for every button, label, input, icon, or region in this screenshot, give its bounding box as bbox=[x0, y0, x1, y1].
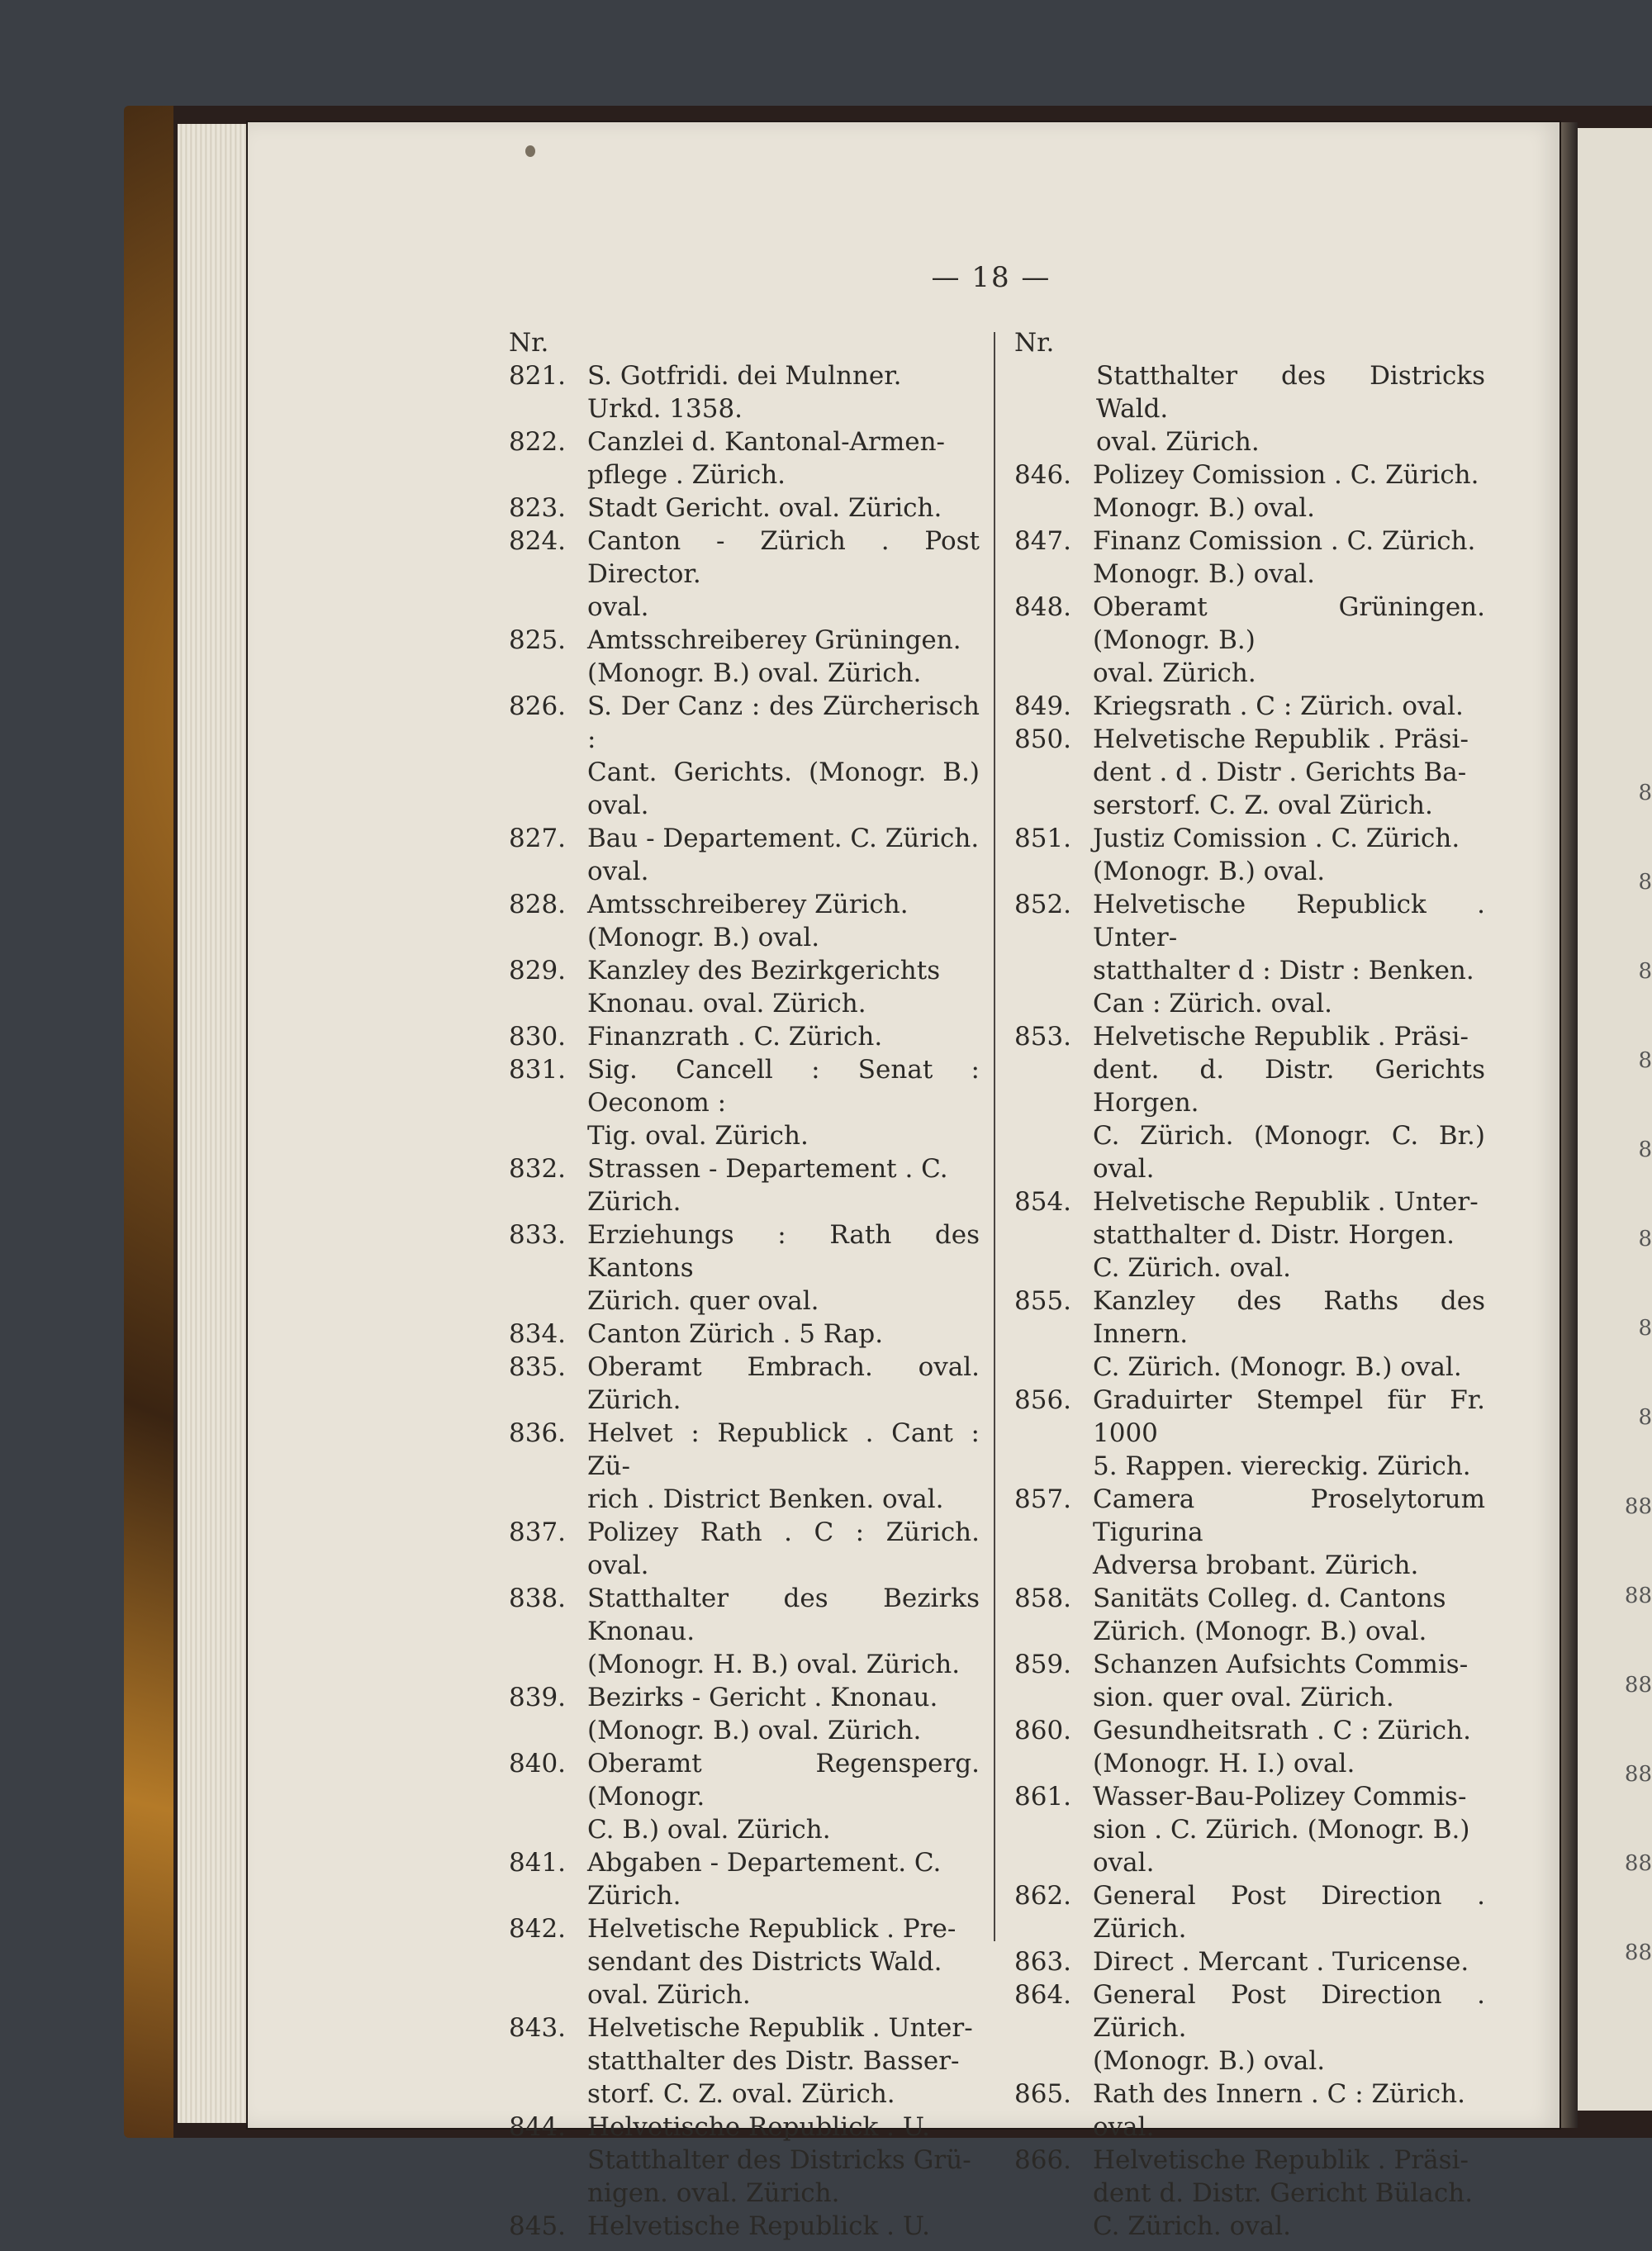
catalog-entry bbox=[1014, 1978, 1485, 2078]
left-column bbox=[509, 326, 980, 2243]
entry-number: 855. bbox=[1014, 1286, 1072, 1316]
column-header: Nr. bbox=[1014, 328, 1055, 358]
catalog-entry bbox=[1014, 1285, 1485, 1384]
entry-line: Graduirter Stempel für Fr. 1000 bbox=[1093, 1385, 1485, 1448]
facing-page-number: 8 bbox=[1638, 959, 1652, 984]
entry-line: General Post Direction . Zürich. bbox=[1093, 1980, 1485, 2043]
entry-text bbox=[1093, 1714, 1485, 1780]
entry-number: 825. bbox=[509, 625, 567, 655]
entry-line: sion . C. Zürich. (Monogr. B.) bbox=[1093, 1815, 1470, 1845]
entry-text bbox=[587, 1846, 980, 1912]
entry-text bbox=[587, 359, 980, 425]
entry-number: 847. bbox=[1014, 526, 1072, 556]
catalog-entry bbox=[1014, 690, 1485, 723]
entry-text bbox=[1093, 1879, 1485, 1945]
entry-text bbox=[1093, 1285, 1485, 1384]
entry-text bbox=[587, 690, 980, 822]
entry-line: Kanzley des Raths des Innern. bbox=[1093, 1286, 1485, 1349]
entry-number: 831. bbox=[509, 1055, 567, 1085]
entry-line: C. Zürich. (Monogr. B.) oval. bbox=[1093, 1352, 1462, 1382]
entry-text bbox=[1093, 888, 1485, 1020]
paper-spot bbox=[525, 145, 535, 157]
entry-text bbox=[587, 1681, 980, 1747]
catalog-entry bbox=[1014, 1483, 1485, 1582]
entry-text bbox=[1093, 1582, 1485, 1648]
entry-number: 823. bbox=[509, 493, 567, 523]
catalog-entry bbox=[509, 624, 980, 690]
entry-line: oval. Zürich. bbox=[1096, 427, 1260, 457]
catalog-entry bbox=[509, 1020, 980, 1053]
entry-number: 863. bbox=[1014, 1947, 1072, 1977]
entry-line: Oberamt Grüningen. (Monogr. B.) bbox=[1093, 592, 1485, 655]
entry-text bbox=[587, 2011, 980, 2111]
catalog-entry bbox=[509, 1152, 980, 1218]
entry-text bbox=[1093, 1020, 1485, 1185]
entry-number: 846. bbox=[1014, 460, 1072, 490]
facing-page-number: 8 bbox=[1638, 870, 1652, 895]
catalog-entry bbox=[509, 1351, 980, 1417]
entry-text bbox=[1093, 1648, 1485, 1714]
catalog-entry bbox=[1014, 1582, 1485, 1648]
catalog-entry bbox=[509, 2011, 980, 2111]
entry-line: General Post Direction . Zürich. bbox=[1093, 1881, 1485, 1944]
entry-line: Finanzrath . C. Zürich. bbox=[587, 1022, 883, 1052]
entry-number: 851. bbox=[1014, 824, 1072, 853]
entry-line: oval. bbox=[1093, 1848, 1155, 1878]
entry-text bbox=[587, 1152, 980, 1218]
entry-number: 858. bbox=[1014, 1584, 1072, 1613]
entry-text bbox=[1093, 2078, 1485, 2144]
entry-line: Finanz Comission . C. Zürich. bbox=[1093, 526, 1476, 556]
entry-line: (Monogr. H. B.) oval. Zürich. bbox=[587, 1650, 961, 1679]
entry-line: Helvet : Republick . Cant : Zü- bbox=[587, 1418, 980, 1481]
entry-number: 829. bbox=[509, 956, 567, 985]
catalog-entry bbox=[1014, 1020, 1485, 1185]
entry-line: Amtsschreiberey Zürich. bbox=[587, 890, 909, 919]
entry-number: 842. bbox=[509, 1914, 567, 1944]
entry-list bbox=[1014, 458, 1485, 2243]
catalog-entry bbox=[509, 1318, 980, 1351]
entry-text bbox=[1093, 1384, 1485, 1483]
entry-number: 822. bbox=[509, 427, 567, 457]
entry-text bbox=[587, 1582, 980, 1681]
entry-number: 845. bbox=[509, 2211, 567, 2241]
entry-number: 835. bbox=[509, 1352, 567, 1382]
entry-line: Helvetische Republick . U. bbox=[587, 2112, 930, 2142]
catalog-entry bbox=[509, 525, 980, 624]
entry-text bbox=[587, 954, 980, 1020]
catalog-entry bbox=[1014, 525, 1485, 591]
entry-number: 834. bbox=[509, 1319, 567, 1349]
catalog-entry bbox=[509, 1912, 980, 2011]
continued-entry bbox=[1018, 359, 1485, 458]
entry-line: (Monogr. B.) oval. Zürich. bbox=[587, 1716, 922, 1745]
entry-line: sion. quer oval. Zürich. bbox=[1093, 1683, 1394, 1712]
entry-number: 841. bbox=[509, 1848, 567, 1878]
entry-number: 840. bbox=[509, 1749, 567, 1778]
entry-line: Wasser-Bau-Polizey Commis- bbox=[1093, 1782, 1467, 1812]
entry-text bbox=[587, 1516, 980, 1582]
entry-line: statthalter d. Distr. Horgen. bbox=[1093, 1220, 1455, 1250]
entry-number: 844. bbox=[509, 2112, 567, 2142]
facing-page-number: 88 bbox=[1624, 1851, 1652, 1876]
entry-text bbox=[587, 425, 980, 492]
entry-list bbox=[509, 359, 980, 2243]
entry-line: Direct . Mercant . Turicense. bbox=[1093, 1947, 1469, 1977]
catalog-entry bbox=[509, 492, 980, 525]
entry-line: Statthalter des Bezirks Knonau. bbox=[587, 1584, 980, 1646]
entry-line: Helvetische Republik . Unter- bbox=[587, 2013, 973, 2043]
catalog-entry bbox=[509, 1516, 980, 1582]
entry-number: 862. bbox=[1014, 1881, 1072, 1911]
entry-line: Sanitäts Colleg. d. Cantons bbox=[1093, 1584, 1446, 1613]
entry-text bbox=[1093, 1185, 1485, 1285]
entry-text bbox=[587, 1020, 980, 1053]
entry-line: Amtsschreiberey Grüningen. bbox=[587, 625, 961, 655]
entry-line: Zürich. quer oval. bbox=[587, 1286, 819, 1316]
entry-line: rich . District Benken. oval. bbox=[587, 1484, 944, 1514]
book-gutter bbox=[1559, 122, 1578, 2128]
entry-number: 850. bbox=[1014, 724, 1072, 754]
entry-line: Helvetische Republik . Präsi- bbox=[1093, 2145, 1469, 2175]
entry-line: Helvetische Republik . Präsi- bbox=[1093, 724, 1469, 754]
entry-line: Kanzley des Bezirkgerichts bbox=[587, 956, 941, 985]
catalog-entry bbox=[1014, 2144, 1485, 2243]
entry-number: 839. bbox=[509, 1683, 567, 1712]
facing-page-number: 8 bbox=[1638, 781, 1652, 805]
entry-line: Urkd. 1358. bbox=[587, 394, 743, 424]
entry-number: 838. bbox=[509, 1584, 567, 1613]
entry-line: oval. bbox=[587, 592, 649, 622]
entry-number: 854. bbox=[1014, 1187, 1072, 1217]
entry-line: Kriegsrath . C : Zürich. oval. bbox=[1093, 691, 1464, 721]
catalog-entry bbox=[509, 2111, 980, 2210]
facing-page-edge bbox=[1578, 128, 1652, 2111]
entry-line: Canton - Zürich . Post Director. bbox=[587, 526, 980, 589]
catalog-entry bbox=[1014, 1648, 1485, 1714]
entry-number: 824. bbox=[509, 526, 567, 556]
catalog-entry bbox=[1014, 1384, 1485, 1483]
entry-text bbox=[587, 1351, 980, 1417]
catalog-entry bbox=[509, 690, 980, 822]
entry-text bbox=[1093, 723, 1485, 822]
facing-page-number: 88 bbox=[1624, 1494, 1652, 1519]
entry-line: oval. bbox=[587, 857, 649, 886]
catalog-entry bbox=[1014, 1879, 1485, 1945]
entry-line: C. Zürich. oval. bbox=[1093, 2211, 1292, 2241]
entry-text bbox=[1093, 1978, 1485, 2078]
catalog-entry bbox=[1014, 1714, 1485, 1780]
entry-line: Cant. Gerichts. (Monogr. B.) oval. bbox=[587, 757, 980, 820]
entry-line: Strassen - Departement . C. bbox=[587, 1154, 948, 1184]
entry-number: 857. bbox=[1014, 1484, 1072, 1514]
catalog-entry bbox=[1014, 1185, 1485, 1285]
entry-line: (Monogr. B.) oval. Zürich. bbox=[587, 658, 922, 688]
catalog-entry bbox=[1014, 458, 1485, 525]
entry-number: 856. bbox=[1014, 1385, 1072, 1415]
entry-line: sendant des Districts Wald. bbox=[587, 1947, 942, 1977]
entry-number: 826. bbox=[509, 691, 567, 721]
entry-line: (Monogr. B.) oval. bbox=[1093, 857, 1326, 886]
entry-line: Monogr. B.) oval. bbox=[1093, 493, 1316, 523]
entry-number: 836. bbox=[509, 1418, 567, 1448]
entry-text bbox=[587, 2111, 980, 2210]
entry-line: Monogr. B.) oval. bbox=[1093, 559, 1316, 589]
facing-page-number: 88 bbox=[1624, 1940, 1652, 1965]
facing-page-number: 8 bbox=[1638, 1137, 1652, 1162]
facing-page-number: 88 bbox=[1624, 1673, 1652, 1698]
entry-line: Adversa brobant. Zürich. bbox=[1093, 1551, 1419, 1580]
entry-text bbox=[587, 1417, 980, 1516]
entry-line: 5. Rappen. viereckig. Zürich. bbox=[1093, 1451, 1471, 1481]
entry-line: Canzlei d. Kantonal-Armen- bbox=[587, 427, 946, 457]
catalog-entry bbox=[1014, 723, 1485, 822]
entry-line: (Monogr. B.) oval. bbox=[1093, 2046, 1326, 2076]
catalog-entry bbox=[509, 888, 980, 954]
catalog-entry bbox=[1014, 1945, 1485, 1978]
entry-text bbox=[1093, 1945, 1485, 1978]
entry-number: 830. bbox=[509, 1022, 567, 1052]
entry-line: nigen. oval. Zürich. bbox=[587, 2178, 840, 2208]
entry-line: Stadt Gericht. oval. Zürich. bbox=[587, 493, 942, 523]
entry-number: 832. bbox=[509, 1154, 567, 1184]
entry-number: 849. bbox=[1014, 691, 1072, 721]
entry-line: dent . d . Distr . Gerichts Ba- bbox=[1093, 757, 1467, 787]
entry-text bbox=[1093, 458, 1485, 525]
entry-number: 864. bbox=[1014, 1980, 1072, 2010]
entry-line: Zürich. bbox=[587, 1187, 681, 1217]
catalog-entry bbox=[509, 425, 980, 492]
facing-page-number: 88 bbox=[1624, 1762, 1652, 1787]
catalog-entry bbox=[1014, 1780, 1485, 1879]
entry-number: 848. bbox=[1014, 592, 1072, 622]
catalog-entry bbox=[509, 1218, 980, 1318]
catalog-entry bbox=[1014, 888, 1485, 1020]
catalog-entry bbox=[509, 822, 980, 888]
entry-number: 860. bbox=[1014, 1716, 1072, 1745]
entry-line: Statthalter des Districks Grü- bbox=[587, 2145, 971, 2175]
entry-line: Oberamt Embrach. oval. Zürich. bbox=[587, 1352, 980, 1415]
entry-line: Helvetische Republick . Unter- bbox=[1093, 890, 1485, 952]
entry-line: Gesundheitsrath . C : Zürich. bbox=[1093, 1716, 1471, 1745]
catalog-entry bbox=[1014, 822, 1485, 888]
facing-page-number: 8 bbox=[1638, 1048, 1652, 1073]
catalog-entry bbox=[509, 1747, 980, 1846]
catalog-entry bbox=[509, 954, 980, 1020]
entry-line: dent. d. Distr. Gerichts Horgen. bbox=[1093, 1055, 1485, 1118]
entry-line: Justiz Comission . C. Zürich. bbox=[1093, 824, 1460, 853]
entry-line: Can : Zürich. oval. bbox=[1093, 989, 1333, 1019]
entry-text bbox=[587, 492, 980, 525]
entry-number: 859. bbox=[1014, 1650, 1072, 1679]
entry-number: 837. bbox=[509, 1517, 567, 1547]
entry-line: Polizey Rath . C : Zürich. oval. bbox=[587, 1517, 980, 1580]
entry-line: serstorf. C. Z. oval Zürich. bbox=[1093, 791, 1433, 820]
entry-line: (Monogr. H. I.) oval. bbox=[1093, 1749, 1355, 1778]
catalog-entry bbox=[509, 359, 980, 425]
catalog-entry bbox=[509, 2210, 980, 2243]
catalog-entry bbox=[509, 1053, 980, 1152]
catalog-entry bbox=[509, 1681, 980, 1747]
entry-line: (Monogr. B.) oval. bbox=[587, 923, 820, 952]
entry-number: 833. bbox=[509, 1220, 567, 1250]
entry-number: 853. bbox=[1014, 1022, 1072, 1052]
facing-page-number: 8 bbox=[1638, 1316, 1652, 1341]
entry-number: 865. bbox=[1014, 2079, 1072, 2109]
entry-number: 861. bbox=[1014, 1782, 1072, 1812]
entry-line: S. Gotfridi. dei Mulnner. bbox=[587, 361, 902, 391]
entry-line: oval. Zürich. bbox=[1093, 658, 1256, 688]
entry-number: 828. bbox=[509, 890, 567, 919]
catalog-entry bbox=[509, 1582, 980, 1681]
entry-text bbox=[1093, 1483, 1485, 1582]
catalog-entry bbox=[509, 1417, 980, 1516]
entry-line: oval. bbox=[1093, 2112, 1155, 2142]
entry-text bbox=[587, 2210, 980, 2243]
entry-line: Zürich. (Monogr. B.) oval. bbox=[1093, 1617, 1427, 1646]
catalog-entry bbox=[509, 1846, 980, 1912]
entry-line: Polizey Comission . C. Zürich. bbox=[1093, 460, 1479, 490]
entry-line: Helvetische Republick . U. bbox=[587, 2211, 930, 2241]
entry-text bbox=[1093, 2144, 1485, 2243]
entry-text bbox=[1093, 591, 1485, 690]
entry-line: statthalter des Distr. Basser- bbox=[587, 2046, 960, 2076]
entry-line: Helvetische Republick . Pre- bbox=[587, 1914, 957, 1944]
entry-line: storf. C. Z. oval. Zürich. bbox=[587, 2079, 895, 2109]
entry-line: statthalter d : Distr : Benken. bbox=[1093, 956, 1474, 985]
entry-line: Erziehungs : Rath des Kantons bbox=[587, 1220, 980, 1283]
entry-text bbox=[1093, 690, 1485, 723]
entry-line: Helvetische Republik . Unter- bbox=[1093, 1187, 1479, 1217]
page-number: — 18 — bbox=[931, 261, 1051, 294]
column-header: Nr. bbox=[509, 328, 549, 358]
entry-text bbox=[587, 525, 980, 624]
entry-line: oval. Zürich. bbox=[587, 1980, 751, 2010]
entry-line: Bau - Departement. C. Zürich. bbox=[587, 824, 980, 853]
facing-page-number: 88 bbox=[1624, 1584, 1652, 1608]
entry-line: Rath des Innern . C : Zürich. bbox=[1093, 2079, 1465, 2109]
entry-line: pflege . Zürich. bbox=[587, 460, 786, 490]
entry-number: 866. bbox=[1014, 2145, 1072, 2175]
catalog-entry bbox=[1014, 591, 1485, 690]
entry-text bbox=[1093, 1780, 1485, 1879]
entry-text bbox=[587, 888, 980, 954]
entry-line: Sig. Cancell : Senat : Oeconom : bbox=[587, 1055, 980, 1118]
entry-line: Zürich. bbox=[587, 1881, 681, 1911]
entry-line: C. Zürich. oval. bbox=[1093, 1253, 1292, 1283]
entry-text bbox=[1093, 525, 1485, 591]
entry-text bbox=[587, 1218, 980, 1318]
entry-line: S. Der Canz : des Zürcherisch : bbox=[587, 691, 980, 754]
entry-line: C. Zürich. (Monogr. C. Br.) oval. bbox=[1093, 1121, 1485, 1184]
entry-line: Schanzen Aufsichts Commis- bbox=[1093, 1650, 1469, 1679]
entry-text bbox=[587, 822, 980, 888]
entry-line: C. B.) oval. Zürich. bbox=[587, 1815, 831, 1845]
entry-text bbox=[587, 624, 980, 690]
entry-number: 852. bbox=[1014, 890, 1072, 919]
entry-text bbox=[587, 1053, 980, 1152]
entry-line: Bezirks - Gericht . Knonau. bbox=[587, 1683, 938, 1712]
entry-text bbox=[587, 1912, 980, 2011]
entry-line: Tig. oval. Zürich. bbox=[587, 1121, 809, 1151]
entry-number: 827. bbox=[509, 824, 567, 853]
entry-number: 843. bbox=[509, 2013, 567, 2043]
entry-number: 821. bbox=[509, 361, 567, 391]
entry-text bbox=[1093, 822, 1485, 888]
facing-page-number: 8 bbox=[1638, 1227, 1652, 1251]
entry-line: Helvetische Republik . Präsi- bbox=[1093, 1022, 1469, 1052]
entry-text bbox=[587, 1747, 980, 1846]
entry-line: Oberamt Regensperg. (Monogr. bbox=[587, 1749, 980, 1812]
column-divider bbox=[994, 332, 995, 1941]
entry-line: Camera Proselytorum Tigurina bbox=[1093, 1484, 1485, 1547]
facing-page-number: 8 bbox=[1638, 1405, 1652, 1430]
catalog-entry bbox=[1014, 2078, 1485, 2144]
entry-line: Canton Zürich . 5 Rap. bbox=[587, 1319, 884, 1349]
right-column bbox=[1014, 326, 1485, 2243]
entry-line: Knonau. oval. Zürich. bbox=[587, 989, 866, 1019]
entry-line: Statthalter des Districks Wald. bbox=[1096, 361, 1485, 424]
entry-text bbox=[587, 1318, 980, 1351]
entry-line: Abgaben - Departement. C. bbox=[587, 1848, 942, 1878]
entry-line: dent d. Distr. Gericht Bülach. bbox=[1093, 2178, 1474, 2208]
